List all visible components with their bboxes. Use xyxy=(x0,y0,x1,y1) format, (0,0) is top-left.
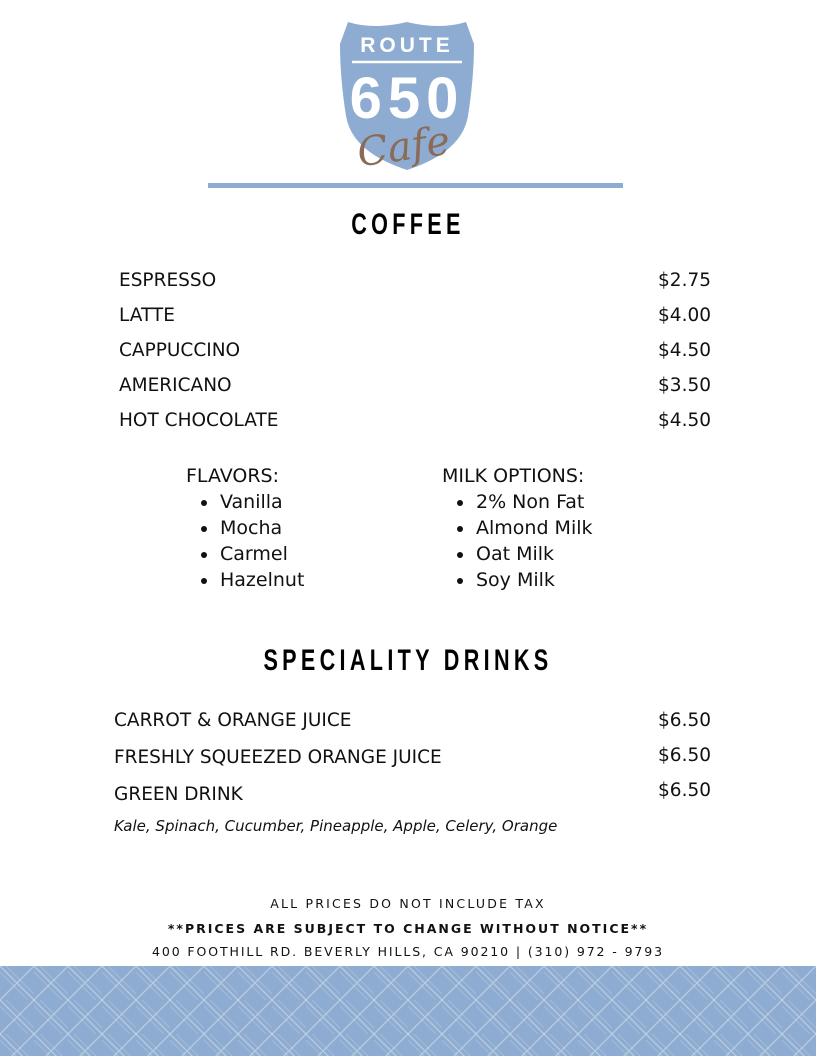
menu-item-name: HOT CHOCOLATE xyxy=(119,410,279,431)
menu-item-name: LATTE xyxy=(119,305,175,326)
flavor-label: Vanilla xyxy=(220,491,283,513)
route-650-cafe-logo xyxy=(338,18,476,176)
bullet-icon xyxy=(457,552,463,558)
menu-item-orange-juice xyxy=(114,746,711,776)
milk-label: 2% Non Fat xyxy=(476,491,585,513)
menu-item-green-drink xyxy=(114,782,711,812)
menu-item-name: AMERICANO xyxy=(119,375,232,396)
coffee-section-title: COFFEE xyxy=(351,208,465,241)
bullet-icon xyxy=(201,552,207,558)
menu-item-name: GREEN DRINK xyxy=(114,784,243,805)
milk-label: Almond Milk xyxy=(476,517,593,539)
menu-item-price: $4.00 xyxy=(658,305,711,326)
menu-item-price: $4.50 xyxy=(658,410,711,431)
milk-label: Oat Milk xyxy=(476,543,555,565)
bullet-icon xyxy=(457,526,463,532)
bullet-icon xyxy=(201,578,207,584)
tax-note: ALL PRICES DO NOT INCLUDE TAX xyxy=(270,896,546,911)
bullet-icon xyxy=(201,500,207,506)
milk-options-list xyxy=(442,465,593,593)
menu-item-name: CAPPUCCINO xyxy=(119,340,241,361)
menu-item-carrot-orange-juice xyxy=(114,710,711,740)
bullet-icon xyxy=(457,578,463,584)
milk-options-heading: MILK OPTIONS: xyxy=(442,465,585,487)
bullet-icon xyxy=(457,500,463,506)
flavor-label: Mocha xyxy=(220,517,283,539)
speciality-section-title: SPECIALITY DRINKS xyxy=(263,644,553,677)
footer-pattern-band xyxy=(0,966,816,1056)
menu-item-espresso xyxy=(119,270,711,300)
address-phone: 400 FOOTHILL RD. BEVERLY HILLS, CA 90210 | (310) 972 - 9793 xyxy=(152,944,664,959)
logo-cafe-text: Cafe xyxy=(354,117,453,176)
list-item xyxy=(186,515,304,541)
milk-label: Soy Milk xyxy=(476,569,555,591)
list-item xyxy=(186,541,304,567)
flavor-label: Hazelnut xyxy=(220,569,305,591)
menu-item-price: $4.50 xyxy=(658,340,711,361)
menu-item-price: $3.50 xyxy=(658,375,711,396)
menu-item-hot-chocolate xyxy=(119,410,711,440)
logo-route-text: ROUTE xyxy=(360,34,454,57)
header-divider xyxy=(208,183,623,188)
menu-item-price: $6.50 xyxy=(658,780,711,801)
list-item xyxy=(442,515,593,541)
list-item xyxy=(186,489,304,515)
menu-item-latte xyxy=(119,305,711,335)
list-item xyxy=(442,541,593,567)
flavors-heading: FLAVORS: xyxy=(186,465,280,487)
menu-item-price: $2.75 xyxy=(658,270,711,291)
menu-item-cappuccino xyxy=(119,340,711,370)
price-change-note: **PRICES ARE SUBJECT TO CHANGE WITHOUT NOTICE** xyxy=(167,921,649,936)
bullet-icon xyxy=(201,526,207,532)
green-drink-ingredients: Kale, Spinach, Cucumber, Pineapple, Apple, Celery, Orange xyxy=(114,817,558,835)
flavors-list xyxy=(186,465,304,593)
list-item xyxy=(186,567,304,593)
menu-item-price: $6.50 xyxy=(658,710,711,731)
flavor-label: Carmel xyxy=(220,543,288,565)
menu-item-americano xyxy=(119,375,711,405)
menu-item-name: CARROT & ORANGE JUICE xyxy=(114,710,352,731)
menu-item-price: $6.50 xyxy=(658,745,711,766)
list-item xyxy=(442,489,593,515)
crosshatch-pattern xyxy=(0,966,816,1056)
menu-item-name: FRESHLY SQUEEZED ORANGE JUICE xyxy=(114,747,442,768)
list-item xyxy=(442,567,593,593)
menu-item-name: ESPRESSO xyxy=(119,270,217,291)
logo-number-text: 650 xyxy=(349,66,465,131)
